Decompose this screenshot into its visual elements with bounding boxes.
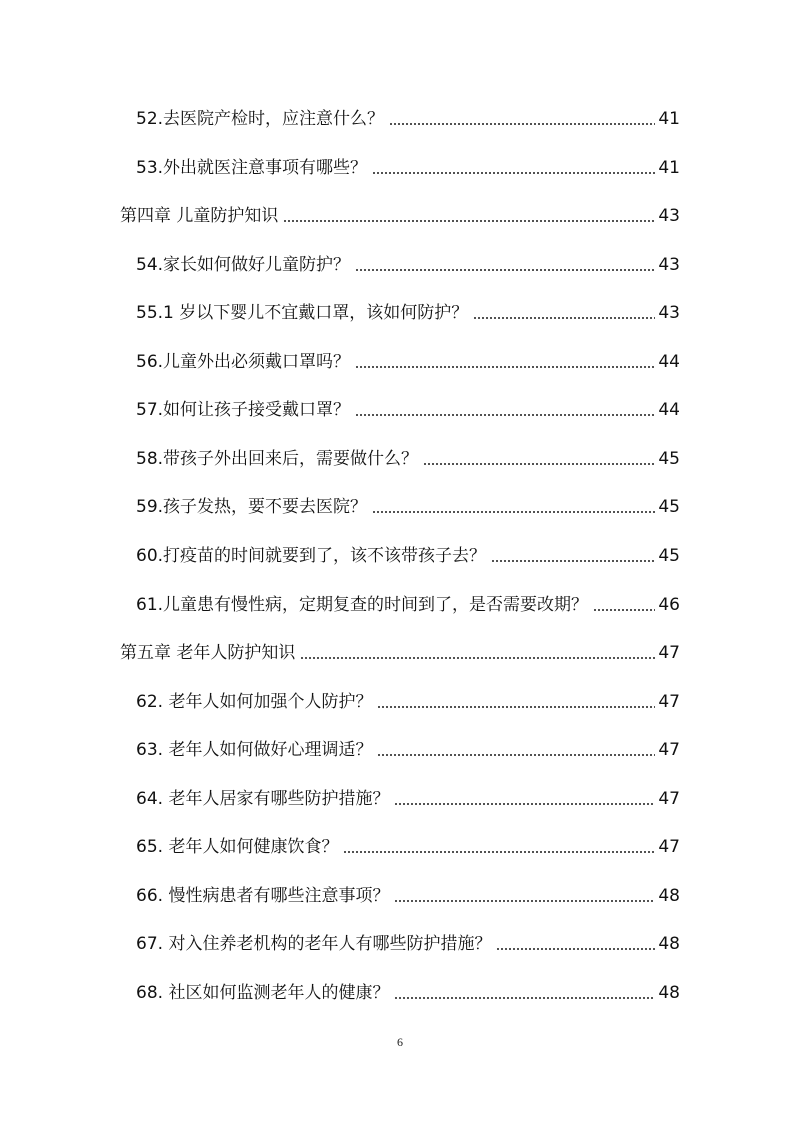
toc-entry-page: 48 [658,934,680,954]
dot-leader [491,560,655,562]
dot-leader [355,414,655,416]
toc-entry-title: 68. 社区如何监测老年人的健康？ [136,983,390,1003]
toc-entry-title: 53.外出就医注意事项有哪些？ [136,158,368,178]
toc-entry[interactable] [136,828,680,858]
toc-entry-page: 43 [658,206,680,226]
toc-entry-page: 41 [658,158,680,178]
toc-entry-page: 45 [658,449,680,469]
toc-entry-page: 43 [658,303,680,323]
dot-leader [355,366,655,368]
dot-leader [355,269,655,271]
toc-entry-page: 44 [658,352,680,372]
toc-entry[interactable] [136,294,680,324]
toc-entry[interactable] [136,731,680,761]
toc-chapter-title: 第五章 老年人防护知识 [120,643,296,663]
dot-leader [300,657,655,659]
toc-entry-title: 55.1 岁以下婴儿不宜戴口罩，该如何防护？ [136,303,469,323]
toc-entry-page: 48 [658,886,680,906]
toc-entry[interactable] [136,391,680,421]
toc-entry-title: 60.打疫苗的时间就要到了，该不该带孩子去？ [136,546,487,566]
toc-entry-title: 57.如何让孩子接受戴口罩？ [136,400,351,420]
dot-leader [473,317,655,319]
toc-entry[interactable] [136,537,680,567]
toc-entry-page: 47 [658,837,680,857]
toc-entry[interactable] [136,877,680,907]
toc-entry[interactable] [136,343,680,373]
toc-entry[interactable] [136,149,680,179]
toc-chapter-entry[interactable] [120,634,680,664]
toc-entry-page: 45 [658,546,680,566]
toc-entry[interactable] [136,780,680,810]
dot-leader [389,123,655,125]
dot-leader [372,172,655,174]
toc-entry-page: 46 [658,595,680,615]
toc-entry-title: 56.儿童外出必须戴口罩吗？ [136,352,351,372]
dot-leader [394,997,655,999]
toc-entry-page: 45 [658,497,680,517]
toc-entry[interactable] [136,440,680,470]
toc-entry-title: 58.带孩子外出回来后，需要做什么？ [136,449,419,469]
dot-leader [394,803,655,805]
toc-entry-title: 66. 慢性病患者有哪些注意事项？ [136,886,390,906]
toc-entry-page: 44 [658,400,680,420]
page-number: 6 [397,1035,403,1049]
dot-leader [496,948,655,950]
dot-leader [372,511,655,513]
toc-entry-title: 62. 老年人如何加强个人防护？ [136,692,373,712]
toc-entry-title: 54.家长如何做好儿童防护？ [136,255,351,275]
toc-entry-page: 47 [658,692,680,712]
toc-entry[interactable] [136,683,680,713]
toc-entry-page: 48 [658,983,680,1003]
dot-leader [377,706,655,708]
toc-entry[interactable] [136,488,680,518]
toc-entry[interactable] [136,246,680,276]
dot-leader [593,609,655,611]
toc-entry[interactable] [136,586,680,616]
toc-chapter-entry[interactable] [120,197,680,227]
toc-entry-page: 43 [658,255,680,275]
toc-entry-page: 47 [658,643,680,663]
toc-entry-title: 52.去医院产检时，应注意什么？ [136,109,385,129]
toc-entry-title: 59.孩子发热，要不要去医院？ [136,497,368,517]
dot-leader [343,851,655,853]
toc-entry-page: 47 [658,740,680,760]
toc-chapter-title: 第四章 儿童防护知识 [120,206,279,226]
toc-entry[interactable] [136,974,680,1004]
toc-entry-page: 41 [658,109,680,129]
toc-entry-title: 65. 老年人如何健康饮食？ [136,837,339,857]
toc-entry[interactable] [136,100,680,130]
dot-leader [283,220,655,222]
dot-leader [377,754,655,756]
toc-entry-title: 61.儿童患有慢性病，定期复查的时间到了，是否需要改期？ [136,595,589,615]
toc-entry-title: 67. 对入住养老机构的老年人有哪些防护措施？ [136,934,492,954]
dot-leader [423,463,655,465]
dot-leader [394,900,655,902]
toc-entry-title: 63. 老年人如何做好心理调适？ [136,740,373,760]
toc-entry[interactable] [136,925,680,955]
toc-entry-page: 47 [658,789,680,809]
toc-entry-title: 64. 老年人居家有哪些防护措施？ [136,789,390,809]
